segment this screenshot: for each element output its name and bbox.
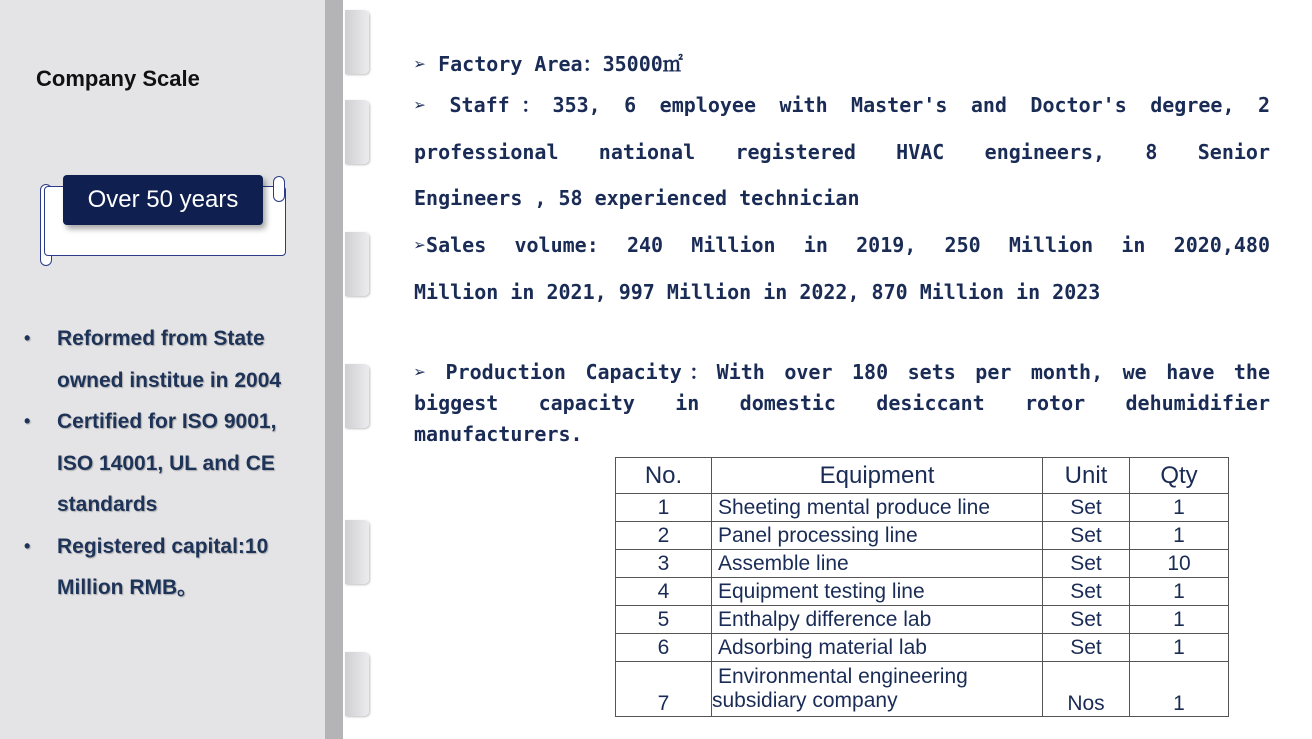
cell-unit: Set — [1043, 522, 1130, 550]
staff-line: professional national registered HVAC engineers, 8 Senior — [414, 139, 1270, 164]
sidebar-divider — [325, 0, 343, 739]
cell-unit: Set — [1043, 494, 1130, 522]
page-tab — [345, 652, 369, 716]
cell-no: 5 — [616, 606, 712, 634]
cell-no: 3 — [616, 550, 712, 578]
cell-equipment: Adsorbing material lab — [712, 634, 1043, 662]
page-tab — [345, 232, 369, 296]
cell-equipment: Panel processing line — [712, 522, 1043, 550]
table-row — [616, 662, 1229, 717]
table-row — [616, 578, 1229, 606]
bullet-item: • Certified for ISO 9001, ISO 14001, UL and CE standards — [24, 401, 314, 526]
table-row — [616, 550, 1229, 578]
header-no: No. — [616, 458, 712, 494]
cell-unit: Set — [1043, 550, 1130, 578]
header-unit: Unit — [1043, 458, 1130, 494]
staff-line: ➢ Staff：353, 6 employee with Master's and Doctor's degree, 2 — [414, 93, 1270, 117]
cell-qty: 1 — [1130, 662, 1229, 717]
cell-unit: Set — [1043, 606, 1130, 634]
factory-area-text: ➢ Factory Area：35000㎡ — [414, 52, 683, 76]
cell-qty: 1 — [1130, 494, 1229, 522]
cell-unit: Set — [1043, 578, 1130, 606]
sales-line: Million in 2021, 997 Million in 2022, 870 Million in 2023 — [414, 279, 1101, 304]
cell-qty: 1 — [1130, 634, 1229, 662]
header-qty: Qty — [1130, 458, 1229, 494]
sales-line: ➢Sales volume: 240 Million in 2019, 250 Million in 2020,480 — [414, 233, 1270, 257]
capacity-line: manufacturers. — [414, 422, 583, 446]
sidebar — [0, 0, 325, 739]
years-badge: Over 50 years — [63, 175, 263, 225]
cell-qty: 1 — [1130, 522, 1229, 550]
bullet-item: • Registered capital:10 Million RMB。 — [24, 526, 314, 609]
staff-line: Engineers , 58 experienced technician — [414, 186, 860, 211]
table-row — [616, 522, 1229, 550]
cell-equipment-line: Environmental engineering — [718, 665, 968, 688]
header-equipment: Equipment — [712, 458, 1043, 494]
cell-no: 7 — [616, 662, 712, 717]
capacity-line: biggest capacity in domestic desiccant rotor dehumidifier — [414, 391, 1270, 415]
scroll-roll-right — [273, 176, 285, 202]
bullet-item: • Reformed from State owned institue in 2004 — [24, 318, 314, 401]
cell-no: 1 — [616, 494, 712, 522]
page-tab — [345, 100, 369, 164]
cell-qty: 10 — [1130, 550, 1229, 578]
bullet-list — [24, 318, 314, 609]
cell-unit: Nos — [1043, 662, 1130, 717]
cell-equipment: Equipment testing line — [712, 578, 1043, 606]
page-tabs — [343, 0, 371, 739]
table-row — [616, 606, 1229, 634]
sales-paragraph — [414, 222, 1270, 315]
cell-equipment-line: subsidiary company — [712, 689, 898, 712]
page-tab — [345, 520, 369, 584]
cell-equipment: Sheeting mental produce line — [712, 494, 1043, 522]
cell-unit: Set — [1043, 634, 1130, 662]
cell-no: 4 — [616, 578, 712, 606]
sidebar-title: Company Scale — [36, 66, 200, 91]
factory-area — [414, 41, 1270, 88]
staff-paragraph — [414, 82, 1270, 222]
table-row — [616, 634, 1229, 662]
cell-no: 2 — [616, 522, 712, 550]
cell-equipment — [712, 662, 1043, 717]
capacity-line: ➢ Production Capacity：With over 180 sets per month, we have the — [414, 360, 1270, 384]
table-row — [616, 494, 1229, 522]
cell-no: 6 — [616, 634, 712, 662]
cell-qty: 1 — [1130, 606, 1229, 634]
equipment-table — [615, 457, 1229, 717]
page-tab — [345, 364, 369, 428]
cell-qty: 1 — [1130, 578, 1229, 606]
table-header-row — [616, 458, 1229, 494]
cell-equipment: Assemble line — [712, 550, 1043, 578]
page-tab — [345, 10, 369, 74]
capacity-paragraph — [414, 357, 1270, 450]
cell-equipment: Enthalpy difference lab — [712, 606, 1043, 634]
